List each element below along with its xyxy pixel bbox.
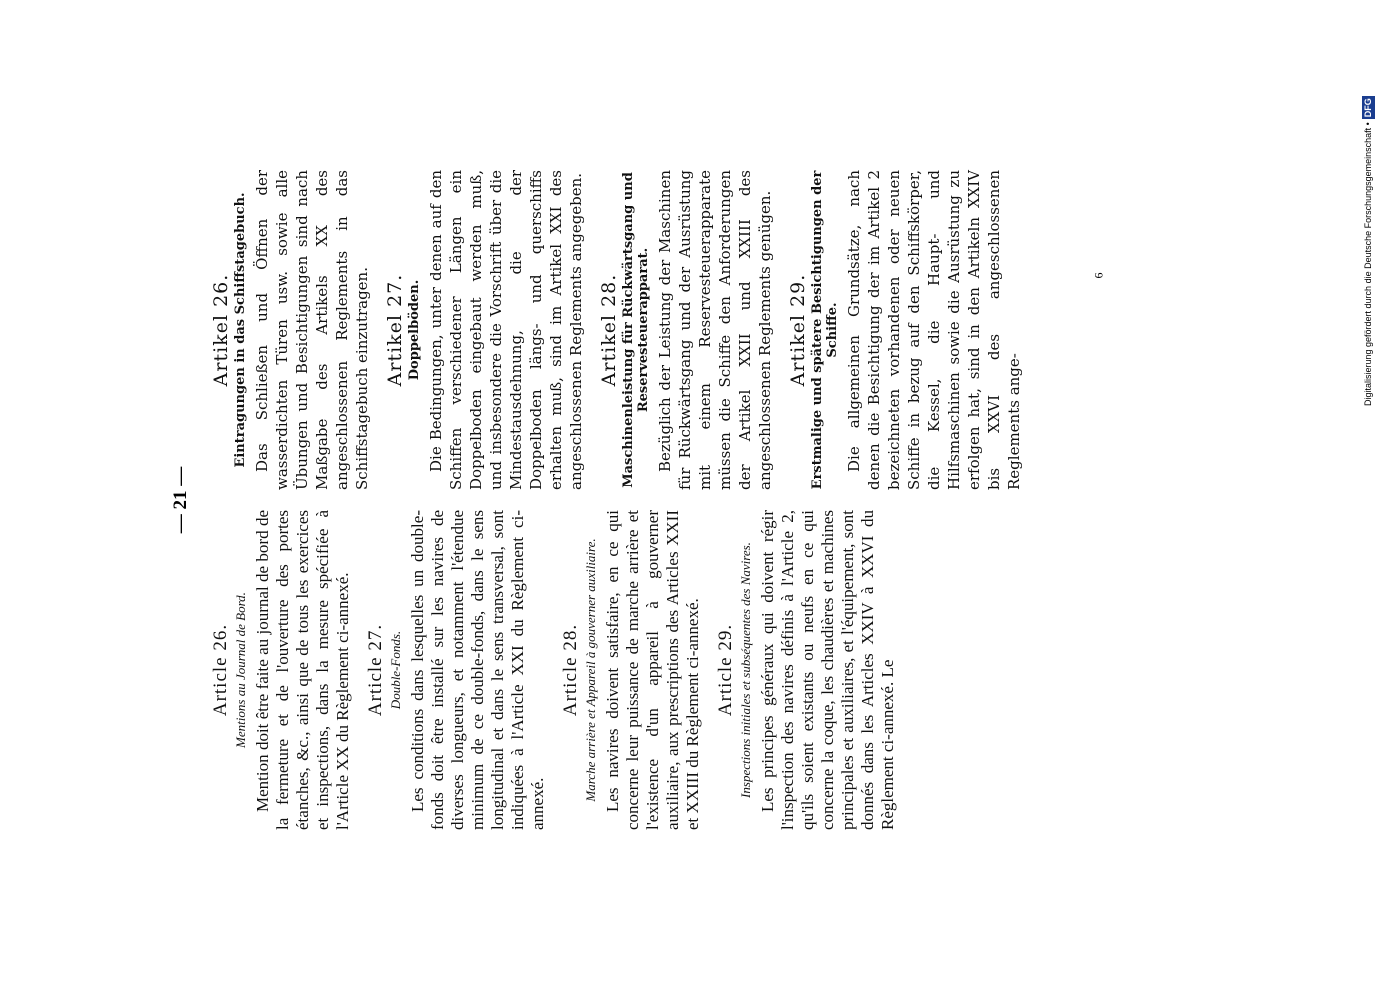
- article-title: Artikel 27.: [384, 273, 406, 387]
- article-subtitle: Maschinenleistung für Rückwärtsgang und Reservesteuerapparat.: [621, 172, 651, 488]
- article-title: Artikel 26.: [210, 273, 232, 387]
- article-title: Artikel 28.: [598, 273, 620, 387]
- signature-mark: 6: [1091, 272, 1106, 279]
- article-text: Die Bedingungen, unter denen auf den Schiffen verschiedener Längen ein Doppelboden eingebaut werden muß, und insbesondere die Vorschrift über die Mindestausdehnung, die der Doppelboden längs- und querschiffs erhalten muß, sind im Artikel XXI des angeschlossenen Reglements angegeben.: [427, 170, 585, 490]
- article-text: Das Schließen und Öffnen der wasserdichten Türen usw. sowie alle Übungen und Besichtigungen sind nach Maßgabe des Artikels XX des angeschlossenen Reglements in das Schiffstagebuch einzutragen.: [253, 170, 371, 490]
- page-number: — 21 —: [170, 466, 191, 534]
- article-fr-28: [560, 510, 703, 830]
- article-title: Article 26.: [210, 623, 231, 717]
- article-subtitle: Marche arrière et Appareil à gouverner auxiliaire.: [583, 538, 598, 802]
- french-column: [210, 510, 910, 830]
- article-subtitle: Mentions au Journal de Bord.: [233, 592, 248, 748]
- article-title: Article 27.: [365, 623, 386, 717]
- article-subtitle: Double-Fonds.: [388, 630, 403, 710]
- article-subtitle: Eintragungen in das Schiffstagebuch.: [233, 192, 248, 468]
- article-title: Artikel 29.: [787, 273, 809, 387]
- article-fr-29: [715, 510, 898, 830]
- article-de-26: [210, 170, 372, 490]
- article-title: Article 29.: [715, 623, 736, 717]
- article-fr-27: [365, 510, 548, 830]
- article-fr-26: [210, 510, 353, 830]
- article-subtitle: Inspections initiales et subséquentes des Navires.: [738, 542, 753, 798]
- german-column: [210, 170, 1036, 490]
- article-text: Mention doit être faite au journal de bord de la fermeture et de l'ouverture des portes étanches, &c., ainsi que de tous les exercices et inspections, dans la mesure spécifiée à l'Article XX du Règlement ci-annexé.: [253, 510, 352, 830]
- article-text: Die allgemeinen Grundsätze, nach denen die Besichtigung der im Artikel 2 bezeichneten vorhandenen oder neuen Schiffe in bezug auf den Schiffskörper, die Kessel, die Haupt- und Hilfsmaschinen sowie die Ausrüstung zu erfolgen hat, sind in den Artikeln XXIV bis XXVI des angeschlossenen Reglements ange-: [845, 170, 1023, 490]
- funding-note: Digitalisierung gefördert durch die Deutsche Forschungsgemeinschaft •: [1363, 122, 1373, 406]
- article-de-29: [787, 170, 1024, 490]
- article-text: Les principes généraux qui doivent régir l'inspection des navires définis à l'Article 2, qu'ils soient existants ou neufs en ce qui concerne la coque, les chaudières et machines principales et auxiliaires, et l'équipement, sont donnés dans les Articles XXIV à XXVI du Règlement ci-annexé. Le: [758, 510, 897, 830]
- article-text: Bezüglich der Leistung der Maschinen für Rückwärtsgang und der Ausrüstung mit einem Reservesteuerapparate müssen die Schiffe den Anforderungen der Artikel XXII und XXIII des angeschlossenen Reglements genügen.: [656, 170, 774, 490]
- dfg-sidebar: [1357, 6, 1379, 406]
- rotated-page: [170, 170, 1100, 830]
- article-text: Les conditions dans lesquelles un double-fonds doit être installé sur les navires de diverses longueurs, et notamment l'étendue minimum de ce double-fonds, dans le sens longitudinal et dans le sens transversal, sont indiquées à l'Article XXI du Règlement ci-annexé.: [408, 510, 547, 830]
- article-title: Article 28.: [560, 623, 581, 717]
- article-de-27: [384, 170, 586, 490]
- article-text: Les navires doivent satisfaire, en ce qui concerne leur puissance de marche arrière et l'existence d'un appareil à gouverner auxiliaire, aux prescriptions des Articles XXII et XXIII du Règlement ci-annexé.: [603, 510, 702, 830]
- article-subtitle: Erstmalige und spätere Besichtigungen der Schiffe.: [810, 170, 840, 490]
- article-de-28: [598, 170, 775, 490]
- article-subtitle: Doppelböden.: [407, 279, 422, 381]
- dfg-logo: DFG: [1363, 98, 1373, 118]
